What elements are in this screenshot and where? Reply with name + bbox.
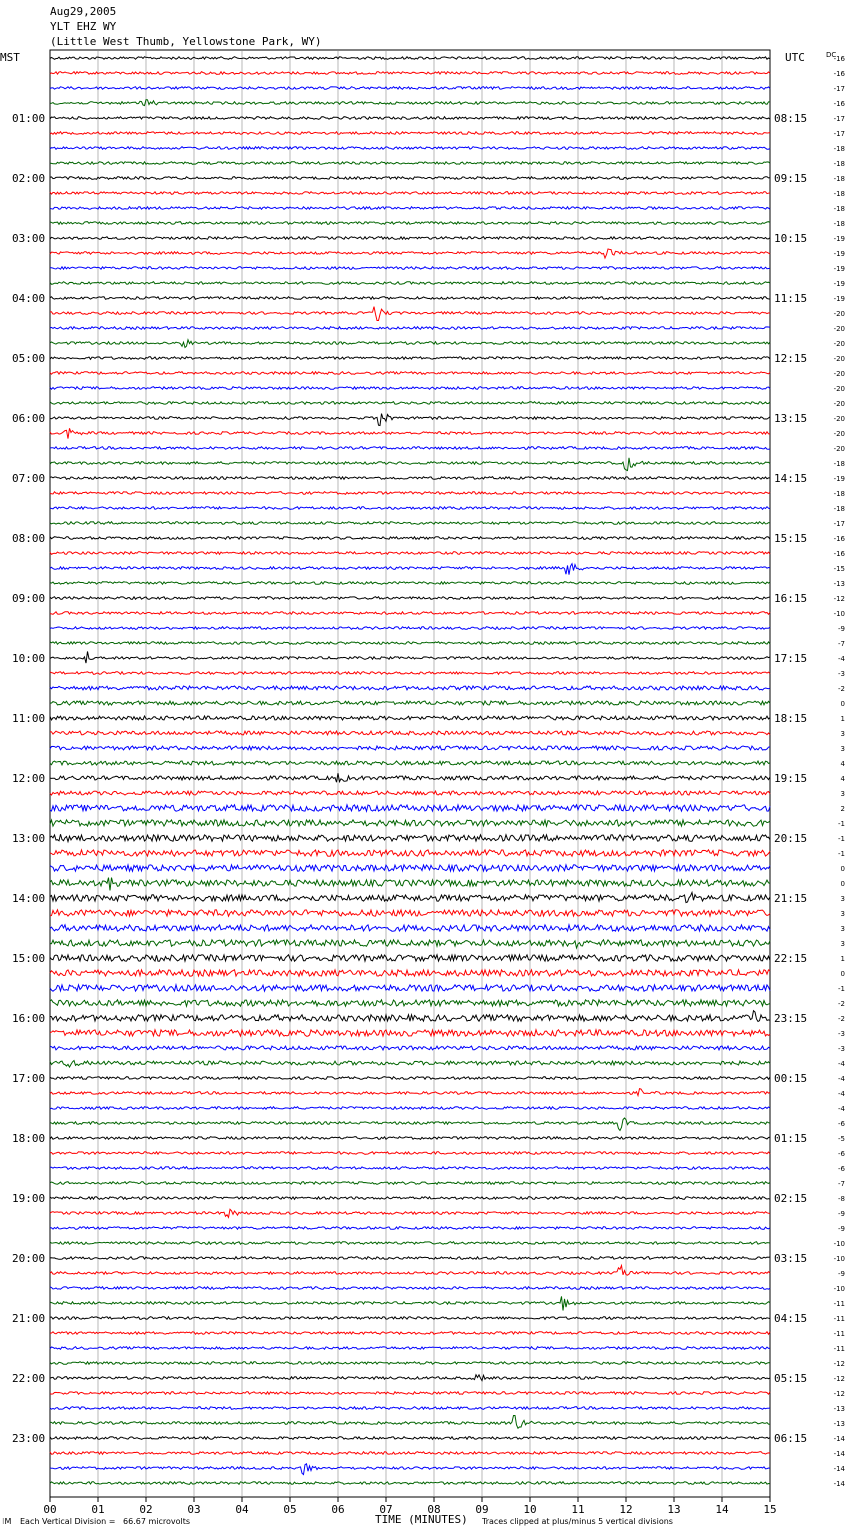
utc-hour-label: 12:15 — [774, 352, 808, 365]
mst-hour-label: 08:00 — [12, 532, 46, 545]
trace-line — [50, 72, 770, 75]
dc-offset: -9 — [838, 1270, 845, 1278]
x-tick-label: 00 — [43, 1503, 57, 1516]
dc-offset: -20 — [833, 340, 845, 348]
dc-offset: -16 — [833, 535, 845, 543]
trace-line — [50, 1089, 770, 1096]
scale-note: Each Vertical Division = 66.67 microvolts — [20, 1517, 191, 1526]
mst-hour-label: 10:00 — [12, 652, 46, 665]
trace-line — [50, 387, 770, 390]
x-tick-label: 11 — [571, 1503, 585, 1516]
trace-line — [50, 1000, 770, 1006]
x-tick-label: 09 — [475, 1503, 489, 1516]
trace-line — [50, 522, 770, 525]
trace-line — [50, 805, 770, 811]
trace-line — [50, 1347, 770, 1350]
mst-hour-label: 20:00 — [12, 1252, 46, 1265]
trace-line — [50, 507, 770, 510]
dc-offset: -12 — [833, 1360, 845, 1368]
dc-offset: -13 — [833, 1420, 845, 1428]
utc-hour-label: 03:15 — [774, 1252, 808, 1265]
utc-hour-label: 13:15 — [774, 412, 808, 425]
dc-offset: -20 — [833, 400, 845, 408]
dc-offset: -6 — [838, 1150, 845, 1158]
dc-offset: -18 — [833, 190, 845, 198]
trace-line — [50, 612, 770, 615]
trace-line — [50, 564, 770, 575]
trace-line — [50, 1242, 770, 1245]
trace-line — [50, 731, 770, 735]
trace-line — [50, 1227, 770, 1230]
trace-line — [50, 307, 770, 321]
dc-offset: 3 — [840, 745, 845, 753]
mst-hour-label: 13:00 — [12, 832, 46, 845]
utc-hour-label: 10:15 — [774, 232, 808, 245]
utc-hour-label: 15:15 — [774, 532, 808, 545]
dc-offset: -14 — [833, 1465, 845, 1473]
dc-offset: -4 — [838, 1075, 845, 1083]
trace-line — [50, 820, 770, 826]
trace-line — [50, 249, 770, 258]
trace-line — [50, 1296, 770, 1310]
trace-line — [50, 297, 770, 300]
trace-line — [50, 1209, 770, 1217]
dc-offset: -1 — [838, 820, 845, 828]
station-label: YLT EHZ WY — [50, 20, 117, 33]
dc-offset: -19 — [833, 250, 845, 258]
utc-hour-labels — [774, 112, 807, 1445]
x-axis-title: TIME (MINUTES) — [375, 1513, 468, 1526]
dc-offset: -16 — [833, 550, 845, 558]
dc-offset: -18 — [833, 175, 845, 183]
dc-offset: 4 — [840, 775, 845, 783]
dc-offset: -10 — [833, 1240, 845, 1248]
dc-offset: -9 — [838, 625, 845, 633]
utc-hour-label: 22:15 — [774, 952, 808, 965]
dc-offset: -16 — [833, 55, 845, 63]
trace-line — [50, 192, 770, 195]
trace-line — [50, 582, 770, 585]
dc-offset: -13 — [833, 1405, 845, 1413]
dc-offset: 2 — [840, 805, 845, 813]
trace-line — [50, 327, 770, 330]
trace-line — [50, 1182, 770, 1185]
dc-offset: 0 — [840, 970, 845, 978]
trace-line — [50, 1266, 770, 1276]
trace-line — [50, 672, 770, 675]
x-tick-label: 02 — [139, 1503, 153, 1516]
trace-line — [50, 925, 770, 931]
trace-line — [50, 1464, 770, 1475]
utc-hour-label: 01:15 — [774, 1132, 808, 1145]
footer-mark: ⁝M — [2, 1517, 12, 1526]
trace-line — [50, 1392, 770, 1395]
x-tick-label: 04 — [235, 1503, 249, 1516]
utc-hour-label: 14:15 — [774, 472, 808, 485]
trace-line — [50, 1046, 770, 1050]
trace-line — [50, 282, 770, 285]
mst-hour-label: 01:00 — [12, 112, 46, 125]
dc-offset: 3 — [840, 925, 845, 933]
trace-line — [50, 340, 770, 348]
dc-offset: -19 — [833, 295, 845, 303]
mst-hour-label: 19:00 — [12, 1192, 46, 1205]
dc-offset: -16 — [833, 70, 845, 78]
trace-line — [50, 222, 770, 225]
dc-offset: -1 — [838, 985, 845, 993]
dc-offset: -8 — [838, 1195, 845, 1203]
mst-hour-label: 22:00 — [12, 1372, 46, 1385]
trace-line — [50, 850, 770, 856]
trace-line — [50, 940, 770, 948]
trace-line — [50, 117, 770, 120]
utc-hour-label: 04:15 — [774, 1312, 808, 1325]
trace-line — [50, 402, 770, 405]
mst-hour-label: 03:00 — [12, 232, 46, 245]
utc-hour-label: 09:15 — [774, 172, 808, 185]
trace-line — [50, 372, 770, 375]
dc-offset: -4 — [838, 1060, 845, 1068]
trace-line — [50, 414, 770, 426]
trace-line — [50, 1152, 770, 1155]
dc-offset: -16 — [833, 100, 845, 108]
dc-offset: 1 — [840, 955, 845, 963]
mst-hour-label: 17:00 — [12, 1072, 46, 1085]
dc-offset: 4 — [840, 760, 845, 768]
trace-line — [50, 1061, 770, 1068]
trace-line — [50, 132, 770, 135]
utc-hour-label: 00:15 — [774, 1072, 808, 1085]
trace-line — [50, 552, 770, 555]
trace-line — [50, 746, 770, 750]
dc-offset: -3 — [838, 670, 845, 678]
x-tick-label: 15 — [763, 1503, 777, 1516]
dc-offset: -18 — [833, 460, 845, 468]
trace-line — [50, 652, 770, 664]
dc-offset: 0 — [840, 880, 845, 888]
mst-hour-label: 16:00 — [12, 1012, 46, 1025]
dc-offset: -11 — [833, 1315, 845, 1323]
x-tick-label: 07 — [379, 1503, 393, 1516]
dc-offset: -15 — [833, 565, 845, 573]
dc-offset: 3 — [840, 730, 845, 738]
dc-offset: 1 — [840, 715, 845, 723]
dc-offset: -3 — [838, 1045, 845, 1053]
mst-hour-label: 05:00 — [12, 352, 46, 365]
trace-line — [50, 1077, 770, 1080]
trace-line — [50, 237, 770, 240]
dc-offset: -20 — [833, 385, 845, 393]
dc-offset: -13 — [833, 580, 845, 588]
x-tick-label: 05 — [283, 1503, 297, 1516]
x-tick-label: 08 — [427, 1503, 441, 1516]
dc-offset: 0 — [840, 865, 845, 873]
trace-line — [50, 1287, 770, 1290]
utc-hour-label: 17:15 — [774, 652, 808, 665]
trace-line — [50, 716, 770, 720]
dc-offset: -17 — [833, 115, 845, 123]
dc-offset: 3 — [840, 895, 845, 903]
dc-offset: -10 — [833, 1285, 845, 1293]
trace-line — [50, 627, 770, 630]
dc-offset: -1 — [838, 850, 845, 858]
dc-offset: -4 — [838, 1090, 845, 1098]
trace-line — [50, 207, 770, 210]
x-tick-label: 03 — [187, 1503, 201, 1516]
utc-hour-label: 20:15 — [774, 832, 808, 845]
seismic-traces — [50, 57, 770, 1485]
dc-offset: -17 — [833, 520, 845, 528]
trace-line — [50, 642, 770, 645]
utc-hour-label: 18:15 — [774, 712, 808, 725]
dc-offset: -19 — [833, 265, 845, 273]
x-tick-label: 06 — [331, 1503, 345, 1516]
trace-line — [50, 834, 770, 841]
dc-offset: -9 — [838, 1210, 845, 1218]
mst-hour-label: 23:00 — [12, 1432, 46, 1445]
trace-line — [50, 773, 770, 782]
dc-offset: -4 — [838, 655, 845, 663]
trace-line — [50, 267, 770, 270]
dc-offset: -17 — [833, 130, 845, 138]
dc-offset: -14 — [833, 1480, 845, 1488]
dc-offset: 0 — [840, 700, 845, 708]
x-tick-label: 01 — [91, 1503, 105, 1516]
trace-line — [50, 537, 770, 540]
trace-line — [50, 1482, 770, 1485]
trace-line — [50, 1332, 770, 1335]
trace-line — [50, 910, 770, 916]
trace-line — [50, 1407, 770, 1410]
trace-line — [50, 147, 770, 150]
trace-line — [50, 1011, 770, 1022]
dc-offset: -20 — [833, 325, 845, 333]
dc-offset: -19 — [833, 475, 845, 483]
dc-offset: -2 — [838, 1015, 845, 1023]
trace-line — [50, 1317, 770, 1320]
trace-line — [50, 1118, 770, 1131]
dc-offset-labels — [834, 55, 846, 1488]
mst-hour-label: 15:00 — [12, 952, 46, 965]
clip-note: Traces clipped at plus/minus 5 vertical divisions — [482, 1517, 673, 1526]
trace-line — [50, 162, 770, 165]
dc-offset: -20 — [833, 370, 845, 378]
dc-offset: 3 — [840, 940, 845, 948]
trace-line — [50, 357, 770, 360]
trace-line — [50, 1167, 770, 1170]
trace-line — [50, 1362, 770, 1365]
utc-hour-label: 19:15 — [774, 772, 808, 785]
trace-line — [50, 791, 770, 795]
dc-offset: -18 — [833, 160, 845, 168]
trace-line — [50, 970, 770, 976]
dc-offset: -12 — [833, 595, 845, 603]
dc-offset: -11 — [833, 1330, 845, 1338]
dc-offset: -18 — [833, 220, 845, 228]
dc-offset: -17 — [833, 85, 845, 93]
dc-offset: -20 — [833, 355, 845, 363]
dc-offset: -18 — [833, 145, 845, 153]
trace-line — [50, 1137, 770, 1140]
trace-line — [50, 597, 770, 600]
dc-offset: -5 — [838, 1135, 845, 1143]
location-label: (Little West Thumb, Yellowstone Park, WY) — [50, 35, 322, 48]
dc-offset: -20 — [833, 445, 845, 453]
dc-offset: 3 — [840, 790, 845, 798]
mst-hour-label: 21:00 — [12, 1312, 46, 1325]
trace-line — [50, 865, 770, 871]
utc-hour-label: 08:15 — [774, 112, 808, 125]
mst-hour-label: 14:00 — [12, 892, 46, 905]
dc-offset: -18 — [833, 205, 845, 213]
mst-axis-label: MST — [0, 51, 20, 64]
dc-offset: -18 — [833, 490, 845, 498]
trace-line — [50, 1197, 770, 1200]
trace-line — [50, 1107, 770, 1110]
x-tick-label: 13 — [667, 1503, 681, 1516]
dc-header-label: DC — [826, 51, 837, 59]
trace-line — [50, 761, 770, 765]
dc-offset: -9 — [838, 1225, 845, 1233]
dc-offset: -4 — [838, 1105, 845, 1113]
trace-line — [50, 1375, 770, 1381]
trace-line — [50, 1437, 770, 1440]
dc-offset: -18 — [833, 505, 845, 513]
trace-line — [50, 477, 770, 480]
utc-hour-label: 06:15 — [774, 1432, 808, 1445]
x-tick-label: 12 — [619, 1503, 633, 1516]
date-label: Aug29,2005 — [50, 5, 117, 18]
trace-line — [50, 1257, 770, 1260]
mst-hour-label: 11:00 — [12, 712, 46, 725]
trace-line — [50, 100, 770, 106]
dc-offset: -20 — [833, 415, 845, 423]
dc-offset: -6 — [838, 1165, 845, 1173]
x-tick-label: 10 — [523, 1503, 537, 1516]
utc-hour-label: 21:15 — [774, 892, 808, 905]
trace-line — [50, 686, 770, 690]
utc-hour-label: 23:15 — [774, 1012, 808, 1025]
trace-line — [50, 87, 770, 90]
mst-hour-label: 07:00 — [12, 472, 46, 485]
trace-line — [50, 955, 770, 961]
dc-offset: -12 — [833, 1375, 845, 1383]
utc-axis-label: UTC — [785, 51, 805, 64]
dc-offset: -7 — [838, 1180, 845, 1188]
dc-offset: -19 — [833, 280, 845, 288]
utc-hour-label: 11:15 — [774, 292, 808, 305]
dc-offset: -20 — [833, 310, 845, 318]
trace-line — [50, 985, 770, 991]
dc-offset: -7 — [838, 640, 845, 648]
trace-line — [50, 878, 770, 891]
dc-offset: -20 — [833, 430, 845, 438]
utc-hour-label: 05:15 — [774, 1372, 808, 1385]
dc-offset: -2 — [838, 685, 845, 693]
dc-offset: -10 — [833, 1255, 845, 1263]
dc-offset: -2 — [838, 1000, 845, 1008]
mst-hour-labels — [12, 112, 45, 1445]
trace-line — [50, 492, 770, 495]
mst-hour-label: 02:00 — [12, 172, 46, 185]
trace-line — [50, 893, 770, 903]
trace-line — [50, 177, 770, 180]
trace-line — [50, 701, 770, 705]
dc-offset: -3 — [838, 1030, 845, 1038]
mst-hour-label: 09:00 — [12, 592, 46, 605]
utc-hour-label: 16:15 — [774, 592, 808, 605]
utc-hour-label: 02:15 — [774, 1192, 808, 1205]
mst-hour-label: 18:00 — [12, 1132, 46, 1145]
mst-hour-label: 06:00 — [12, 412, 46, 425]
trace-line — [50, 1452, 770, 1455]
dc-offset: -1 — [838, 835, 845, 843]
dc-offset: -19 — [833, 235, 845, 243]
dc-offset: -14 — [833, 1450, 845, 1458]
trace-line — [50, 1030, 770, 1036]
dc-offset: -11 — [833, 1345, 845, 1353]
trace-line — [50, 447, 770, 450]
dc-offset: 3 — [840, 910, 845, 918]
dc-offset: -12 — [833, 1390, 845, 1398]
trace-line — [50, 428, 770, 438]
dc-offset: -10 — [833, 610, 845, 618]
mst-hour-label: 04:00 — [12, 292, 46, 305]
mst-hour-label: 12:00 — [12, 772, 46, 785]
dc-offset: -14 — [833, 1435, 845, 1443]
trace-line — [50, 57, 770, 60]
dc-offset: -6 — [838, 1120, 845, 1128]
trace-line — [50, 1416, 770, 1429]
x-tick-label: 14 — [715, 1503, 729, 1516]
trace-line — [50, 458, 770, 471]
dc-offset: -11 — [833, 1300, 845, 1308]
